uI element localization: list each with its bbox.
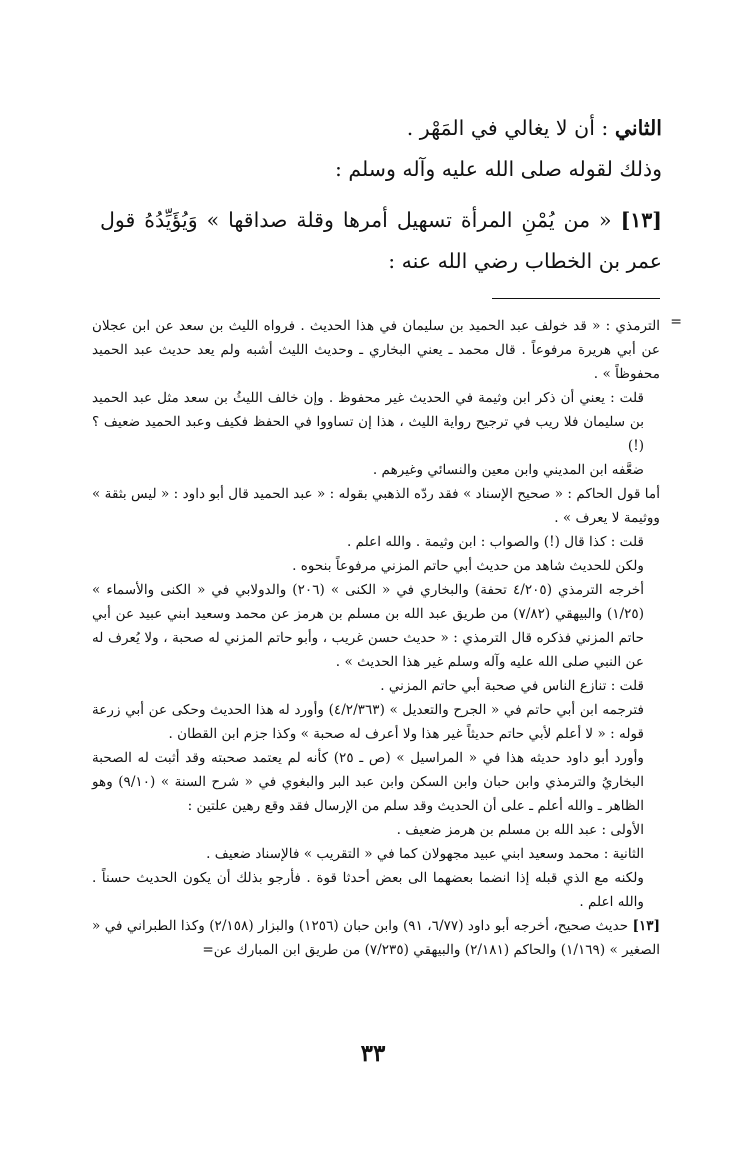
footnote-paragraph: أخرجه الترمذي (٤/٢٠٥ تحفة) والبخاري في « الكنى » (٢٠٦) والدولابي في « الكنى والأسماء » (١/٢٥) والبيهقي (٧/٨٢) من طريق عبد الله بن مسلم بن هرمز عن محمد وسعيد ابني عبيد عن أبي حاتم المزني فذكره قال الترمذي : « حديث حسن غريب ، وأبو حاتم المزني له صحبة ، ولا يُعرف له عن النبي صلى الله عليه وآله وسلم غير هذا الحديث » . — [92, 582, 645, 670]
footnote-paragraph — [92, 914, 660, 962]
footnote-number: [١٣] — [632, 918, 660, 934]
footnote-paragraph: أما قول الحاكم : « صحيح الإسناد » فقد ردّه الذهبي بقوله : « عبد الحميد قال أبو داود : « ليس بثقة » ووثيمة لا يعرف » . — [92, 486, 660, 526]
footnote-paragraph: قلت : تنازع الناس في صحبة أبي حاتم المزني . — [380, 678, 644, 694]
footnote-paragraph: فترجمه ابن أبي حاتم في « الجرح والتعديل » (٤/٢/٣٦٣) وأورد له هذا الحديث وحكى عن أبي زرعة قوله : « لا أعلم لأبي حاتم حديثاً غير هذا ولا أعرف له صحبة » وكذا جزم ابن القطان . — [92, 702, 644, 742]
footnote-paragraph: قلت : كذا قال (!) والصواب : ابن وثيمة . والله اعلم . — [346, 534, 644, 550]
main-line-2: وذلك لقوله صلى الله عليه وآله وسلم : — [334, 157, 662, 181]
hadith-paragraph — [100, 200, 662, 282]
footnote-paragraph: الترمذي : « قد خولف عبد الحميد بن سليمان في هذا الحديث . فرواه الليث بن سعد عن ابن عجلان عن أبي هريرة مرفوعاً . قال محمد ـ يعني البخاري ـ وحديث الليث أشبه ولم يعد حديث عبد الحميد محفوظاً » . — [92, 318, 660, 382]
footnotes — [92, 314, 682, 962]
footnote-text: حديث صحيح، أخرجه أبو داود (٦/٧٧، ٩١) وابن حبان (١٢٥٦) والبزار (٢/١٥٨) وكذا الطبراني في « الصغير » (١/١٦٩) والحاكم (٢/١٨١) والبيهقي (٧/٢٣٥) من طريق ابن المبارك عن= — [92, 918, 660, 958]
main-line-1 — [100, 108, 662, 149]
footnote-paragraph: الأولى : عبد الله بن مسلم بن هرمز ضعيف . — [396, 822, 644, 838]
item-label: الثاني — [614, 116, 662, 140]
footnote-paragraph: ولكنه مع الذي قبله إذا انضما بعضهما الى بعض أحدثا قوة . فأرجو بذلك أن يكون الحديث حسناً . والله اعلم . — [92, 870, 644, 910]
footnote-separator — [492, 298, 660, 299]
main-text — [100, 108, 662, 282]
continuation-mark: = — [670, 314, 682, 330]
footnote-paragraph: ولكن للحديث شاهد من حديث أبي حاتم المزني مرفوعاً بنحوه . — [292, 558, 644, 574]
footnote-paragraph: ضعَّفه ابن المديني وابن معين والنسائي وغيرهم . — [372, 462, 644, 478]
footnote-paragraph: قلت : يعني أن ذكر ابن وثيمة في الحديث غير محفوظ . وإن خالف الليثُ بن سعد مثل عبد الحميد بن سليمان فلا ريب في ترجيح رواية الليث ، هذا إن تساووا في الحفظ فكيف وعبد الحميد ضعيف ؟ (!) — [92, 390, 644, 454]
hadith-text: « من يُمْنِ المرأة تسهيل أمرها وقلة صداقها » وَيُؤَيِّدُهُ قول عمر بن الخطاب رضي الله عنه : — [100, 208, 662, 273]
footnote-paragraph: الثانية : محمد وسعيد ابني عبيد مجهولان كما في « التقريب » فالإسناد ضعيف . — [206, 846, 644, 862]
item-text: : أن لا يغالي في المَهْر . — [406, 116, 615, 140]
footnote-paragraph: وأورد أبو داود حديثه هذا في « المراسيل » (ص ـ ٢٥) كأنه لم يعتمد صحبته وقد أثبت له الصحبة البخاريُ والترمذي وابن حبان وابن السكن وابن عبد البر والبغوي في « شرح السنة » (٩/١٠) وهو الظاهر ـ والله أعلم ـ على أن الحديث وقد سلم من الإرسال فقد وقع رهين علتين : — [92, 750, 645, 814]
page-number: ٣٣ — [360, 1040, 386, 1067]
hadith-number: [١٣] — [620, 208, 662, 232]
